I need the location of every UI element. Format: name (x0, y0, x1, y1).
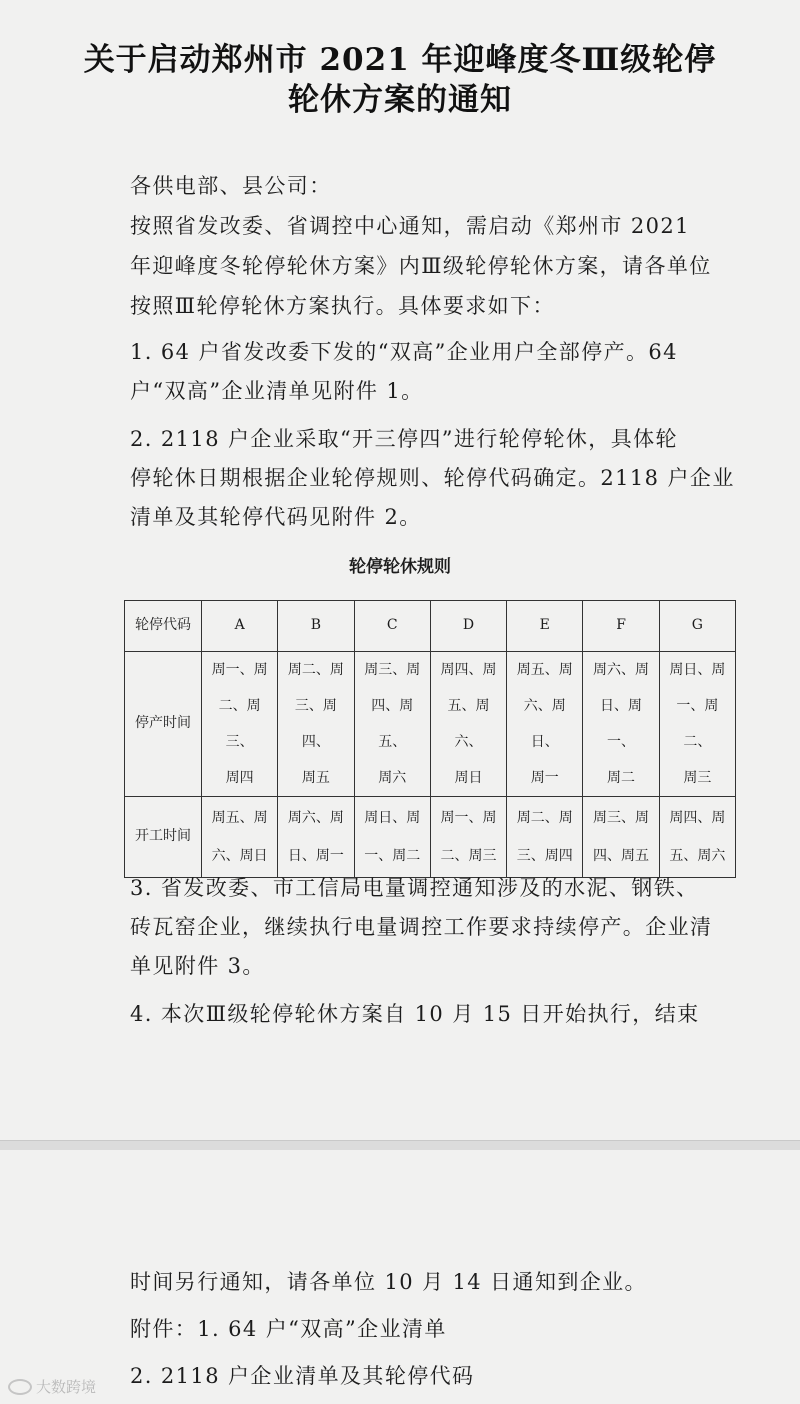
stop-time-cell (583, 652, 659, 797)
body-line: 停轮休日期根据企业轮停规则、轮停代码确定。2118 户企业 (130, 466, 735, 490)
document-page-2 (0, 1150, 800, 1404)
cell-line: 周日、周 (669, 662, 726, 678)
stop-time-cell (278, 652, 354, 797)
cell-line: 周一 (530, 770, 559, 786)
body-line: 年迎峰度冬轮停轮休方案》内Ⅲ级轮停轮休方案，请各单位 (130, 254, 712, 278)
cell-line: 周六、周 (593, 662, 650, 678)
cell-line: 五、周六、 (447, 698, 490, 750)
body-line: 时间另行通知，请各单位 10 月 14 日通知到企业。 (130, 1270, 647, 1294)
cell-line: 周四 (225, 770, 254, 786)
cell-line: 六、周日、 (523, 698, 566, 750)
cell-line: 周一、周 (211, 662, 268, 678)
body-line: 按照Ⅲ轮停轮休方案执行。具体要求如下： (130, 294, 555, 318)
stop-time-cell (430, 652, 506, 797)
stop-time-cell (202, 652, 278, 797)
start-time-cell (583, 797, 659, 878)
cell-line: 一、周二 (364, 848, 421, 864)
cell-line: 四、周五、 (371, 698, 414, 750)
cell-line: 二、周三、 (218, 698, 261, 750)
code-cell: B (278, 601, 354, 652)
cell-line: 日、周一、 (600, 698, 643, 750)
cell-line: 周四、周 (440, 662, 497, 678)
watermark (8, 1376, 96, 1397)
code-cell: E (507, 601, 583, 652)
cell-line: 二、周三 (440, 848, 497, 864)
cell-line: 周一、周 (440, 810, 497, 826)
body-line: 清单及其轮停代码见附件 2。 (130, 505, 422, 529)
body-line: 2. 2118 户企业采取“开三停四”进行轮停轮休，具体轮 (130, 427, 678, 451)
start-time-cell (659, 797, 735, 878)
body-line: 单见附件 3。 (130, 954, 265, 978)
cell-line: 周二、周 (287, 662, 344, 678)
cell-line: 周二、周 (516, 810, 573, 826)
cell-line: 周二 (607, 770, 636, 786)
code-cell: C (354, 601, 430, 652)
cell-line: 周四、周 (669, 810, 726, 826)
watermark-logo-icon (8, 1379, 32, 1395)
start-time-cell (354, 797, 430, 878)
cell-line: 周六、周 (287, 810, 344, 826)
attachment-line: 附件：1. 64 户“双高”企业清单 (130, 1317, 447, 1341)
table-header-row (125, 601, 736, 652)
rotation-rules-table (124, 600, 736, 878)
notice-title-line-2: 轮休方案的通知 (288, 82, 512, 118)
row-label-stop: 停产时间 (125, 652, 202, 797)
cell-line: 周日、周 (364, 810, 421, 826)
stop-time-cell (507, 652, 583, 797)
table-caption: 轮停轮休规则 (349, 557, 451, 577)
cell-line: 周三、周 (364, 662, 421, 678)
cell-line: 周三 (683, 770, 712, 786)
code-cell: D (430, 601, 506, 652)
start-time-cell (430, 797, 506, 878)
start-time-cell (507, 797, 583, 878)
cell-line: 四、周五 (593, 848, 650, 864)
code-cell: G (659, 601, 735, 652)
stop-time-row (125, 652, 736, 797)
code-cell: A (202, 601, 278, 652)
attachment-line: 2. 2118 户企业清单及其轮停代码 (130, 1364, 475, 1388)
body-line: 4. 本次Ⅲ级轮停轮休方案自 10 月 15 日开始执行，结束 (130, 1002, 700, 1026)
cell-line: 三、周四、 (294, 698, 337, 750)
stop-time-cell (354, 652, 430, 797)
start-time-cell (202, 797, 278, 878)
body-line: 按照省发改委、省调控中心通知，需启动《郑州市 2021 (130, 214, 690, 238)
body-line: 3. 省发改委、市工信局电量调控通知涉及的水泥、钢铁、 (130, 876, 699, 900)
salutation: 各供电部、县公司： (130, 174, 332, 198)
cell-line: 周三、周 (593, 810, 650, 826)
watermark-text: 大数跨境 (36, 1378, 97, 1396)
cell-line: 六、周日 (211, 848, 268, 864)
cell-line: 日、周一 (287, 848, 344, 864)
cell-line: 三、周四 (516, 848, 573, 864)
cell-line: 五、周六 (669, 848, 726, 864)
start-time-row (125, 797, 736, 878)
row-label-code: 轮停代码 (125, 601, 202, 652)
start-time-cell (278, 797, 354, 878)
cell-line: 周五 (301, 770, 330, 786)
cell-line: 周五、周 (516, 662, 573, 678)
cell-line: 一、周二、 (676, 698, 719, 750)
body-line: 1. 64 户省发改委下发的“双高”企业用户全部停产。64 (130, 340, 678, 364)
body-line: 砖瓦窑企业，继续执行电量调控工作要求持续停产。企业清 (130, 915, 713, 939)
body-line: 户“双高”企业清单见附件 1。 (130, 379, 424, 403)
cell-line: 周五、周 (211, 810, 268, 826)
cell-line: 周日 (454, 770, 483, 786)
row-label-start: 开工时间 (125, 797, 202, 878)
cell-line: 周六 (378, 770, 407, 786)
stop-time-cell (659, 652, 735, 797)
code-cell: F (583, 601, 659, 652)
notice-title-line-1: 关于启动郑州市 2021 年迎峰度冬Ⅲ级轮停 (83, 42, 717, 78)
